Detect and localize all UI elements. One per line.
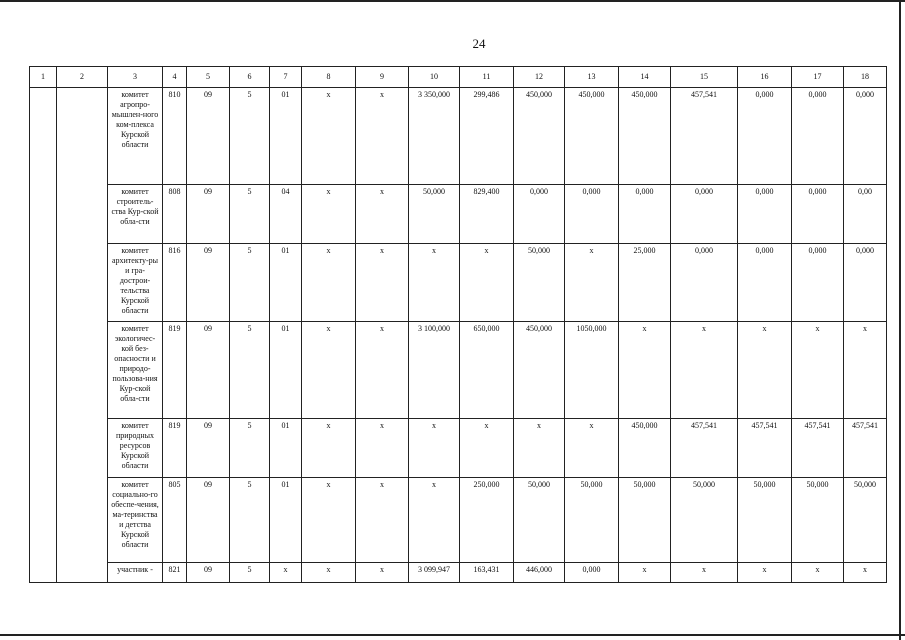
budget-table bbox=[29, 66, 887, 583]
executor-name-cell: комитет социально-го обеспе-чения, ма-теринства и детства Курской области bbox=[108, 478, 163, 563]
table-cell: 5 bbox=[230, 563, 270, 583]
table-cell: 09 bbox=[187, 478, 230, 563]
table-cell: х bbox=[302, 244, 356, 322]
table-cell: х bbox=[270, 563, 302, 583]
page-frame-right bbox=[899, 0, 901, 640]
executor-name-cell: комитет агропро-мышлен-ного ком-плекса Курской области bbox=[108, 88, 163, 185]
table-cell: 50,000 bbox=[514, 478, 565, 563]
column-header: 9 bbox=[356, 67, 409, 88]
table-cell: 299,486 bbox=[460, 88, 514, 185]
table-cell: 3 099,947 bbox=[409, 563, 460, 583]
table-cell: 450,000 bbox=[565, 88, 619, 185]
table-header-row bbox=[30, 67, 887, 88]
table-cell: х bbox=[409, 419, 460, 478]
table-cell: 457,541 bbox=[671, 419, 738, 478]
column-header: 10 bbox=[409, 67, 460, 88]
executor-name-cell: комитет архитекту-ры и гра-дострои-тельства Курской области bbox=[108, 244, 163, 322]
table-cell: 09 bbox=[187, 419, 230, 478]
column-header: 12 bbox=[514, 67, 565, 88]
table-cell: х bbox=[302, 88, 356, 185]
column-header: 17 bbox=[792, 67, 844, 88]
column-header: 7 bbox=[270, 67, 302, 88]
table-cell: 821 bbox=[163, 563, 187, 583]
table-cell: х bbox=[356, 88, 409, 185]
table-cell: х bbox=[460, 419, 514, 478]
table-cell: х bbox=[302, 478, 356, 563]
table-cell: 0,000 bbox=[844, 244, 887, 322]
table-cell: 5 bbox=[230, 419, 270, 478]
table-cell: 457,541 bbox=[671, 88, 738, 185]
executor-name-cell: комитет строитель-ства Кур-ской обла-сти bbox=[108, 185, 163, 244]
table-cell: 0,000 bbox=[738, 244, 792, 322]
table-cell: 0,000 bbox=[792, 185, 844, 244]
column-header: 3 bbox=[108, 67, 163, 88]
table-cell: х bbox=[565, 244, 619, 322]
table-cell: 805 bbox=[163, 478, 187, 563]
table-cell: 0,000 bbox=[792, 88, 844, 185]
table-cell: 01 bbox=[270, 419, 302, 478]
table-cell: 01 bbox=[270, 244, 302, 322]
table-cell: х bbox=[302, 563, 356, 583]
table-cell: х bbox=[619, 563, 671, 583]
table-cell: 0,000 bbox=[514, 185, 565, 244]
table-cell: 450,000 bbox=[619, 419, 671, 478]
table-cell: 09 bbox=[187, 563, 230, 583]
table-cell: 446,000 bbox=[514, 563, 565, 583]
table-cell: 0,000 bbox=[738, 88, 792, 185]
table-cell: х bbox=[302, 185, 356, 244]
page-frame-bottom bbox=[0, 634, 905, 636]
table-cell: х bbox=[356, 563, 409, 583]
table-cell: 457,541 bbox=[738, 419, 792, 478]
table-cell: 0,00 bbox=[844, 185, 887, 244]
column-header: 8 bbox=[302, 67, 356, 88]
table-cell: х bbox=[514, 419, 565, 478]
table-cell: 450,000 bbox=[619, 88, 671, 185]
table-cell: 0,000 bbox=[671, 185, 738, 244]
table-cell: 3 100,000 bbox=[409, 322, 460, 419]
table-cell: 450,000 bbox=[514, 322, 565, 419]
table-cell: 3 350,000 bbox=[409, 88, 460, 185]
table-cell: х bbox=[356, 478, 409, 563]
executor-name-cell: комитет экологичес-кой без-опасности и природо-пользова-ния Кур-ской обла-сти bbox=[108, 322, 163, 419]
table-row bbox=[30, 322, 887, 419]
table-cell: 457,541 bbox=[844, 419, 887, 478]
table-cell: х bbox=[844, 563, 887, 583]
table-cell: 0,000 bbox=[619, 185, 671, 244]
table-cell: 250,000 bbox=[460, 478, 514, 563]
page-frame-top bbox=[0, 0, 905, 2]
table-cell: 457,541 bbox=[792, 419, 844, 478]
table-cell: 09 bbox=[187, 322, 230, 419]
table-cell: 1050,000 bbox=[565, 322, 619, 419]
table-cell: 50,000 bbox=[738, 478, 792, 563]
table-cell: 829,400 bbox=[460, 185, 514, 244]
table-cell: 01 bbox=[270, 478, 302, 563]
table-cell: 5 bbox=[230, 88, 270, 185]
page-number: 24 bbox=[472, 36, 486, 51]
table-cell: х bbox=[356, 419, 409, 478]
table-cell: 04 bbox=[270, 185, 302, 244]
table-cell: х bbox=[738, 322, 792, 419]
column-header: 5 bbox=[187, 67, 230, 88]
table-cell: х bbox=[302, 419, 356, 478]
table-cell: х bbox=[409, 478, 460, 563]
table-cell: 50,000 bbox=[409, 185, 460, 244]
table-cell: х bbox=[792, 322, 844, 419]
column-header: 2 bbox=[57, 67, 108, 88]
table-cell: х bbox=[302, 322, 356, 419]
table-cell: 0,000 bbox=[792, 244, 844, 322]
table-cell: 0,000 bbox=[844, 88, 887, 185]
column-header: 16 bbox=[738, 67, 792, 88]
table-cell: 50,000 bbox=[619, 478, 671, 563]
table-row bbox=[30, 185, 887, 244]
column-header: 13 bbox=[565, 67, 619, 88]
table-cell: 5 bbox=[230, 478, 270, 563]
table-cell: 50,000 bbox=[844, 478, 887, 563]
column-header: 1 bbox=[30, 67, 57, 88]
table-row bbox=[30, 88, 887, 185]
table-cell: 09 bbox=[187, 88, 230, 185]
table-row bbox=[30, 478, 887, 563]
table-cell: 09 bbox=[187, 244, 230, 322]
table-cell: 25,000 bbox=[619, 244, 671, 322]
table-cell: 0,000 bbox=[738, 185, 792, 244]
table-row bbox=[30, 244, 887, 322]
table-cell: 5 bbox=[230, 185, 270, 244]
table-cell: х bbox=[565, 419, 619, 478]
executor-name-cell: комитет природных ресурсов Курской области bbox=[108, 419, 163, 478]
table-cell: х bbox=[792, 563, 844, 583]
table-cell: 5 bbox=[230, 244, 270, 322]
table-cell: х bbox=[356, 322, 409, 419]
table-row bbox=[30, 563, 887, 583]
table-cell: 0,000 bbox=[565, 185, 619, 244]
table-row bbox=[30, 419, 887, 478]
table-cell: 819 bbox=[163, 322, 187, 419]
table-cell: 50,000 bbox=[565, 478, 619, 563]
table-cell: 50,000 bbox=[792, 478, 844, 563]
table-cell: х bbox=[460, 244, 514, 322]
table-cell: х bbox=[619, 322, 671, 419]
program-code-cell bbox=[57, 88, 108, 583]
table-cell: х bbox=[738, 563, 792, 583]
table-cell: 09 bbox=[187, 185, 230, 244]
table-cell: 163,431 bbox=[460, 563, 514, 583]
column-header: 14 bbox=[619, 67, 671, 88]
column-header: 4 bbox=[163, 67, 187, 88]
executor-name-cell: участник - bbox=[108, 563, 163, 583]
table-body bbox=[30, 88, 887, 583]
table-cell: х bbox=[409, 244, 460, 322]
column-header: 6 bbox=[230, 67, 270, 88]
table-cell: 5 bbox=[230, 322, 270, 419]
table-cell: х bbox=[844, 322, 887, 419]
table-cell: 50,000 bbox=[514, 244, 565, 322]
table-cell: 01 bbox=[270, 88, 302, 185]
table-cell: х bbox=[671, 322, 738, 419]
table-cell: 816 bbox=[163, 244, 187, 322]
table-cell: х bbox=[356, 185, 409, 244]
table-cell: х bbox=[356, 244, 409, 322]
column-header: 11 bbox=[460, 67, 514, 88]
table-cell: 650,000 bbox=[460, 322, 514, 419]
table-cell: 810 bbox=[163, 88, 187, 185]
table-cell: 450,000 bbox=[514, 88, 565, 185]
table-cell: 0,000 bbox=[671, 244, 738, 322]
table-cell: 0,000 bbox=[565, 563, 619, 583]
column-header: 15 bbox=[671, 67, 738, 88]
table-cell: 808 bbox=[163, 185, 187, 244]
table-cell: 819 bbox=[163, 419, 187, 478]
row-number-cell bbox=[30, 88, 57, 583]
column-header: 18 bbox=[844, 67, 887, 88]
table-cell: 01 bbox=[270, 322, 302, 419]
table-cell: 50,000 bbox=[671, 478, 738, 563]
table-cell: х bbox=[671, 563, 738, 583]
